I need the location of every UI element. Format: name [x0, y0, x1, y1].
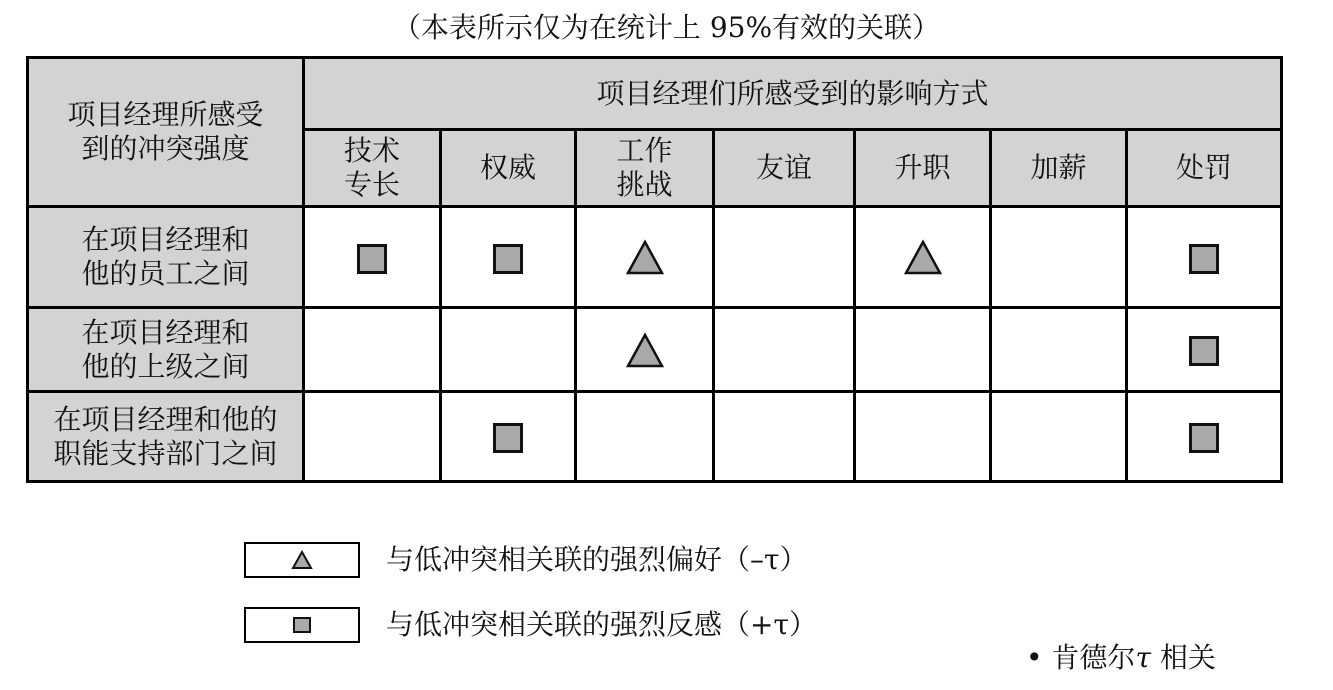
cell-penalty — [1127, 207, 1282, 308]
cell-authority — [441, 392, 576, 482]
row-label: 在项目经理和他的 职能支持部门之间 — [28, 392, 304, 482]
cell-promotion — [855, 308, 991, 392]
square-icon — [1189, 423, 1219, 453]
cell-work-challenge — [576, 207, 714, 308]
cell-penalty — [1127, 392, 1282, 482]
table-row — [28, 207, 1282, 308]
legend-triangle-box — [244, 542, 360, 578]
cell-friendship — [714, 392, 855, 482]
cell-authority — [441, 207, 576, 308]
table-row — [28, 308, 1282, 392]
square-icon — [1189, 244, 1219, 274]
square-icon — [293, 617, 311, 633]
legend-square-text: 与低冲突相关联的强烈反感（+τ） — [386, 608, 817, 641]
column-header-promotion: 升职 — [855, 130, 991, 207]
corner-header-line: 到的冲突强度 — [81, 132, 250, 165]
legend-triangle-text: 与低冲突相关联的强烈偏好（–τ） — [386, 543, 808, 576]
table-row — [28, 392, 1282, 482]
cell-work-challenge — [576, 392, 714, 482]
cell-promotion — [855, 207, 991, 308]
square-icon — [357, 244, 387, 274]
column-header-work-challenge: 工作 挑战 — [576, 130, 714, 207]
corner-header-line: 项目经理所感受 — [67, 98, 264, 131]
column-header-salary: 加薪 — [991, 130, 1127, 207]
triangle-icon — [625, 332, 665, 368]
square-icon — [493, 244, 523, 274]
row-label: 在项目经理和 他的员工之间 — [28, 207, 304, 308]
triangle-icon — [903, 239, 943, 275]
row-label: 在项目经理和 他的上级之间 — [28, 308, 304, 392]
cell-technical-expertise — [304, 392, 441, 482]
column-header-technical-expertise: 技术 专长 — [304, 130, 441, 207]
square-icon — [1189, 336, 1219, 366]
cell-technical-expertise — [304, 207, 441, 308]
column-header-authority: 权威 — [441, 130, 576, 207]
table-caption: （本表所示仅为在统计上 95%有效的关联） — [392, 11, 941, 44]
cell-technical-expertise — [304, 308, 441, 392]
cell-promotion — [855, 392, 991, 482]
kendall-tau-note: • 肯德尔τ 相关 — [1026, 641, 1216, 674]
triangle-icon — [625, 239, 665, 275]
column-header-friendship: 友谊 — [714, 130, 855, 207]
influence-conflict-table — [26, 56, 1283, 483]
cell-salary — [991, 392, 1127, 482]
cell-salary — [991, 207, 1127, 308]
cell-penalty — [1127, 308, 1282, 392]
cell-authority — [441, 308, 576, 392]
column-header-penalty: 处罚 — [1127, 130, 1282, 207]
cell-friendship — [714, 207, 855, 308]
legend-square-box — [244, 607, 360, 643]
square-icon — [493, 423, 523, 453]
cell-friendship — [714, 308, 855, 392]
corner-header — [28, 58, 304, 207]
cell-work-challenge — [576, 308, 714, 392]
influence-group-header: 项目经理们所感受到的影响方式 — [304, 58, 1282, 130]
bullet-icon: • — [1026, 641, 1043, 674]
triangle-icon — [291, 550, 313, 570]
cell-salary — [991, 308, 1127, 392]
